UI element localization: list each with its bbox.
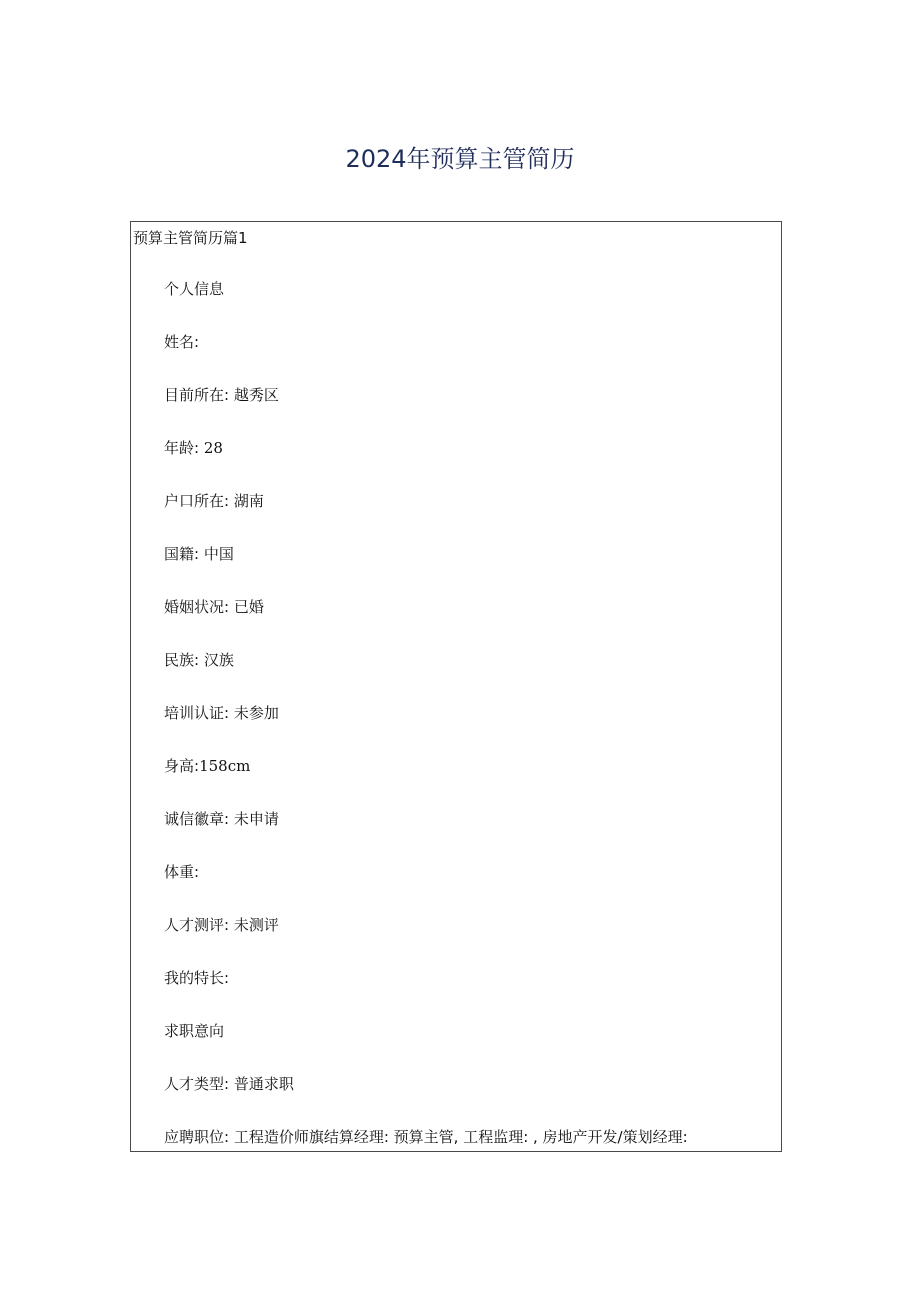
entry-label: 人才类型:	[164, 1075, 234, 1093]
entry-value: 湖南	[233, 492, 264, 510]
entry-label: 婚姻状况:	[164, 598, 234, 616]
document-title: 2024年预算主管简历	[345, 145, 575, 173]
entry-height	[164, 756, 688, 809]
entry-label: 人才测评:	[164, 916, 234, 934]
entry-specialties	[164, 968, 688, 1021]
entry-training-certification	[164, 703, 688, 756]
entry-value: 工程造价师旗结算经理: 预算主管, 工程监理: , 房地产开发/策划经理:	[233, 1128, 688, 1146]
entry-name	[164, 332, 688, 385]
entry-label: 目前所在:	[164, 386, 234, 404]
entry-label: 身高:	[164, 757, 200, 775]
entry-label: 应聘职位:	[164, 1128, 234, 1146]
entry-label: 姓名:	[164, 333, 200, 351]
entry-ethnicity	[164, 650, 688, 703]
entry-label: 体重:	[164, 863, 200, 881]
entry-label: 户口所在:	[164, 492, 234, 510]
resume-entry-list	[164, 279, 688, 1152]
entry-label: 民族:	[164, 651, 204, 669]
entry-value: 未申请	[233, 810, 279, 828]
entry-integrity-badge	[164, 809, 688, 862]
entry-label: 国籍:	[164, 545, 204, 563]
entry-applied-positions	[164, 1127, 688, 1152]
entry-label: 我的特长:	[164, 969, 230, 987]
entry-current-location	[164, 385, 688, 438]
entry-label: 诚信徽章:	[164, 810, 234, 828]
entry-label: 培训认证:	[164, 704, 234, 722]
entry-value: 未测评	[233, 916, 279, 934]
entry-label: 个人信息	[164, 280, 225, 298]
entry-value: 28	[203, 439, 223, 457]
entry-value: 普通求职	[233, 1075, 294, 1093]
entry-age	[164, 438, 688, 491]
entry-weight	[164, 862, 688, 915]
entry-value: 未参加	[233, 704, 279, 722]
entry-value: 中国	[203, 545, 234, 563]
resume-frame	[130, 221, 782, 1152]
entry-talent-assessment	[164, 915, 688, 968]
entry-marital-status	[164, 597, 688, 650]
entry-job-intention	[164, 1021, 688, 1074]
entry-talent-type	[164, 1074, 688, 1127]
entry-value: 已婚	[233, 598, 264, 616]
entry-nationality	[164, 544, 688, 597]
entry-label: 求职意向	[164, 1022, 225, 1040]
entry-value: 汉族	[203, 651, 234, 669]
entry-household-registration	[164, 491, 688, 544]
entry-value: 158cm	[199, 757, 251, 775]
entry-label: 年龄:	[164, 439, 204, 457]
entry-personal-info	[164, 279, 688, 332]
section-heading: 预算主管简历篇1	[133, 229, 248, 247]
entry-value: 越秀区	[233, 386, 279, 404]
